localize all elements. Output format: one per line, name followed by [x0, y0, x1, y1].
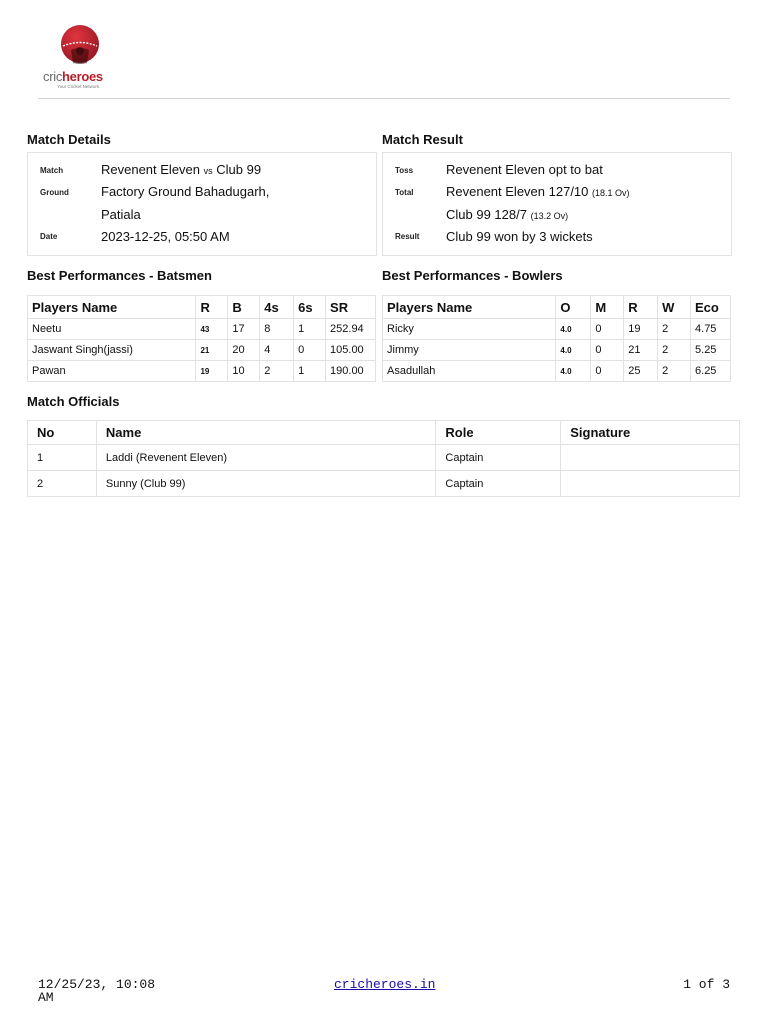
- economy: 5.25: [691, 340, 731, 361]
- match-result-box: [382, 152, 732, 256]
- runs: 25: [624, 361, 658, 382]
- wickets: 2: [658, 319, 691, 340]
- col-header: M: [591, 296, 624, 319]
- col-header: Players Name: [28, 296, 196, 319]
- official-role: Captain: [436, 445, 561, 471]
- economy: 6.25: [691, 361, 731, 382]
- overs: 4.0: [556, 361, 591, 382]
- strike-rate: 190.00: [326, 361, 376, 382]
- official-role: Captain: [436, 471, 561, 497]
- sixes: 1: [294, 319, 326, 340]
- col-header: Role: [436, 421, 561, 445]
- table-row: [28, 445, 740, 471]
- table-header-row: [28, 296, 376, 319]
- strike-rate: 105.00: [326, 340, 376, 361]
- bowlers-table: [382, 295, 731, 382]
- result-label: Result: [395, 232, 420, 241]
- balls: 17: [228, 319, 260, 340]
- ground-label: Ground: [40, 188, 69, 197]
- match-label: Match: [40, 166, 64, 175]
- overs: 4.0: [556, 340, 591, 361]
- economy: 4.75: [691, 319, 731, 340]
- strike-rate: 252.94: [326, 319, 376, 340]
- total-team1: Revenent Eleven 127/10 (18.1 Ov): [446, 184, 630, 199]
- runs: 19: [624, 319, 658, 340]
- runs: 43: [196, 319, 228, 340]
- table-header-row: [383, 296, 731, 319]
- official-no: 1: [28, 445, 97, 471]
- col-header: Signature: [561, 421, 740, 445]
- col-header: O: [556, 296, 591, 319]
- table-row: [383, 319, 731, 340]
- batsmen-table: [27, 295, 376, 382]
- fours: 2: [260, 361, 294, 382]
- balls: 10: [228, 361, 260, 382]
- match-details-title: Match Details: [27, 132, 111, 147]
- fours: 8: [260, 319, 294, 340]
- player-name: Neetu: [28, 319, 196, 340]
- logo-wordmark: cricheroes: [43, 69, 103, 84]
- col-header: 4s: [260, 296, 294, 319]
- table-row: [28, 471, 740, 497]
- wickets: 2: [658, 361, 691, 382]
- col-header: SR: [326, 296, 376, 319]
- official-signature: [561, 445, 740, 471]
- col-header: 6s: [294, 296, 326, 319]
- ground-line1: Factory Ground Bahadugarh,: [101, 184, 270, 199]
- toss-label: Toss: [395, 166, 414, 175]
- table-row: [28, 319, 376, 340]
- maidens: 0: [591, 319, 624, 340]
- sixes: 0: [294, 340, 326, 361]
- table-header-row: [28, 421, 740, 445]
- runs: 19: [196, 361, 228, 382]
- date-label: Date: [40, 232, 58, 241]
- col-header: Name: [96, 421, 436, 445]
- match-teams: Revenent Eleven vs Club 99: [101, 162, 262, 177]
- cricket-ball-icon: [60, 24, 100, 64]
- player-name: Asadullah: [383, 361, 556, 382]
- footer-link-wrapper: [334, 978, 435, 991]
- official-signature: [561, 471, 740, 497]
- table-row: [383, 340, 731, 361]
- header-divider: [38, 98, 730, 99]
- batsmen-title: Best Performances - Batsmen: [27, 268, 212, 283]
- balls: 20: [228, 340, 260, 361]
- table-row: [28, 340, 376, 361]
- official-name: Laddi (Revenent Eleven): [96, 445, 436, 471]
- player-name: Jaswant Singh(jassi): [28, 340, 196, 361]
- bowlers-title: Best Performances - Bowlers: [382, 268, 563, 283]
- maidens: 0: [591, 361, 624, 382]
- cricheroes-link[interactable]: cricheroes.in: [334, 977, 436, 992]
- toss-value: Revenent Eleven opt to bat: [446, 162, 603, 177]
- official-no: 2: [28, 471, 97, 497]
- col-header: W: [658, 296, 691, 319]
- maidens: 0: [591, 340, 624, 361]
- official-name: Sunny (Club 99): [96, 471, 436, 497]
- table-row: [383, 361, 731, 382]
- page-number: 1 of 3: [683, 977, 730, 992]
- col-header: No: [28, 421, 97, 445]
- ground-line2: Patiala: [101, 207, 141, 222]
- total-team2: Club 99 128/7 (13.2 Ov): [446, 207, 569, 222]
- col-header: R: [196, 296, 228, 319]
- runs: 21: [196, 340, 228, 361]
- runs: 21: [624, 340, 658, 361]
- player-name: Pawan: [28, 361, 196, 382]
- match-details-box: [27, 152, 377, 256]
- total-label: Total: [395, 188, 414, 197]
- match-result-title: Match Result: [382, 132, 463, 147]
- col-header: R: [624, 296, 658, 319]
- wickets: 2: [658, 340, 691, 361]
- sixes: 1: [294, 361, 326, 382]
- overs: 4.0: [556, 319, 591, 340]
- col-header: B: [228, 296, 260, 319]
- player-name: Ricky: [383, 319, 556, 340]
- result-value: Club 99 won by 3 wickets: [446, 229, 593, 244]
- player-name: Jimmy: [383, 340, 556, 361]
- logo-tagline: Your Cricket Network: [57, 84, 100, 89]
- officials-title: Match Officials: [27, 394, 120, 409]
- col-header: Eco: [691, 296, 731, 319]
- fours: 4: [260, 340, 294, 361]
- officials-table: [27, 420, 740, 497]
- col-header: Players Name: [383, 296, 556, 319]
- match-date: 2023-12-25, 05:50 AM: [101, 229, 230, 244]
- cricheroes-logo: [40, 22, 120, 92]
- table-row: [28, 361, 376, 382]
- print-datetime: 12/25/23, 10:08 AM: [38, 977, 156, 1005]
